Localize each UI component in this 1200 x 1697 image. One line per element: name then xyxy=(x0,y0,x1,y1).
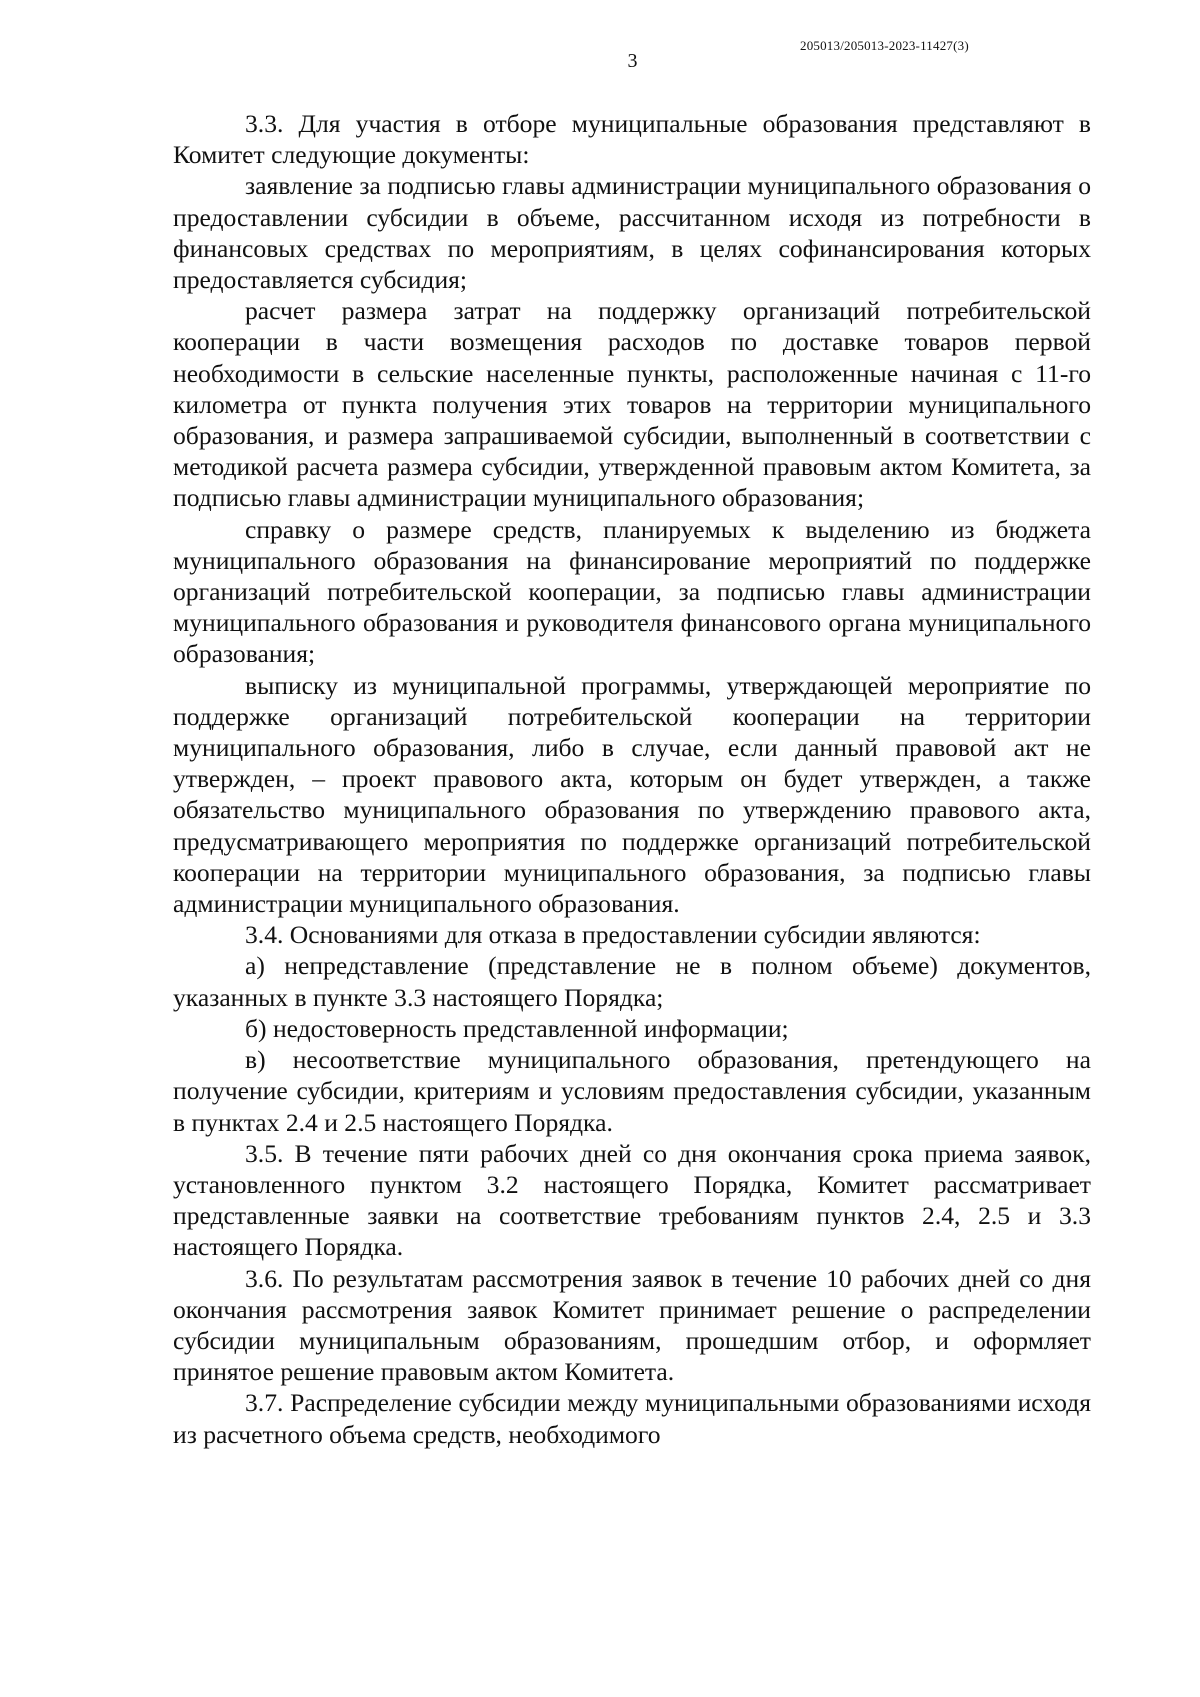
paragraph-application: заявление за подписью главы администрации муниципального образования о предоставлении субсидии в объеме, рассчитанном исходя из потребности в финансовых средствах по мероприятиям, в целях софинансирования которых предоставляется субсидия; xyxy=(173,171,1091,295)
paragraph-3-4: 3.4. Основаниями для отказа в предоставлении субсидии являются: xyxy=(245,920,981,950)
paragraph-3-5: 3.5. В течение пяти рабочих дней со дня окончания срока приема заявок, установленного пунктом 3.2 настоящего Порядка, Комитет рассматривает представленные заявки на соответствие требованиям пунктов 2.4, 2.5 и 3.3 настоящего Порядка. xyxy=(173,1138,1091,1262)
paragraph-funds-certificate: справку о размере средств, планируемых к выделению из бюджета муниципального образования на финансирование мероприятий по поддержке организаций потребительской кооперации, за подписью главы администрации муниципального образования и руководителя финансового органа муниципального образования; xyxy=(173,514,1091,669)
paragraph-3-4-b: б) недостоверность представленной информации; xyxy=(245,1013,789,1043)
paragraph-cost-calculation: расчет размера затрат на поддержку организаций потребительской кооперации в части возмещения расходов по доставке товаров первой необходимости в сельские населенные пункты, расположенные начиная с 11-го километра от пункта получения этих товаров на территории муниципального образования, и размера запрашиваемой субсидии, выполненный в соответствии с методикой расчета размера субсидии, утвержденной правовым актом Комитета, за подписью главы администрации муниципального образования; xyxy=(173,296,1091,513)
paragraph-3-7: 3.7. Распределение субсидии между муниципальными образованиями исходя из расчетного объема средств, необходимого xyxy=(173,1388,1091,1449)
page-number: 3 xyxy=(627,50,638,72)
document-body xyxy=(173,108,1091,1450)
paragraph-3-4-c: в) несоответствие муниципального образования, претендующего на получение субсидии, критериям и условиям предоставления субсидии, указанным в пунктах 2.4 и 2.5 настоящего Порядка. xyxy=(173,1045,1091,1137)
paragraph-program-extract: выписку из муниципальной программы, утверждающей мероприятие по поддержке организаций потребительской кооперации на территории муниципального образования, либо в случае, если данный правовой акт не утвержден, – проект правового акта, которым он будет утвержден, а также обязательство муниципального образования по утверждению правового акта, предусматривающего мероприятия по поддержке организаций потребительской кооперации на территории муниципального образования, за подписью главы администрации муниципального образования. xyxy=(173,670,1091,919)
document-id: 205013/205013-2023-11427(3) xyxy=(800,38,969,53)
paragraph-3-6: 3.6. По результатам рассмотрения заявок в течение 10 рабочих дней со дня окончания рассмотрения заявок Комитет принимает решение о распределении субсидии муниципальным образованиям, прошедшим отбор, и оформляет принятое решение правовым актом Комитета. xyxy=(173,1263,1091,1387)
paragraph-3-4-a: а) непредставление (представление не в полном объеме) документов, указанных в пункте 3.3 настоящего Порядка; xyxy=(173,951,1091,1012)
paragraph-3-3: 3.3. Для участия в отборе муниципальные образования представляют в Комитет следующие документы: xyxy=(173,109,1091,170)
